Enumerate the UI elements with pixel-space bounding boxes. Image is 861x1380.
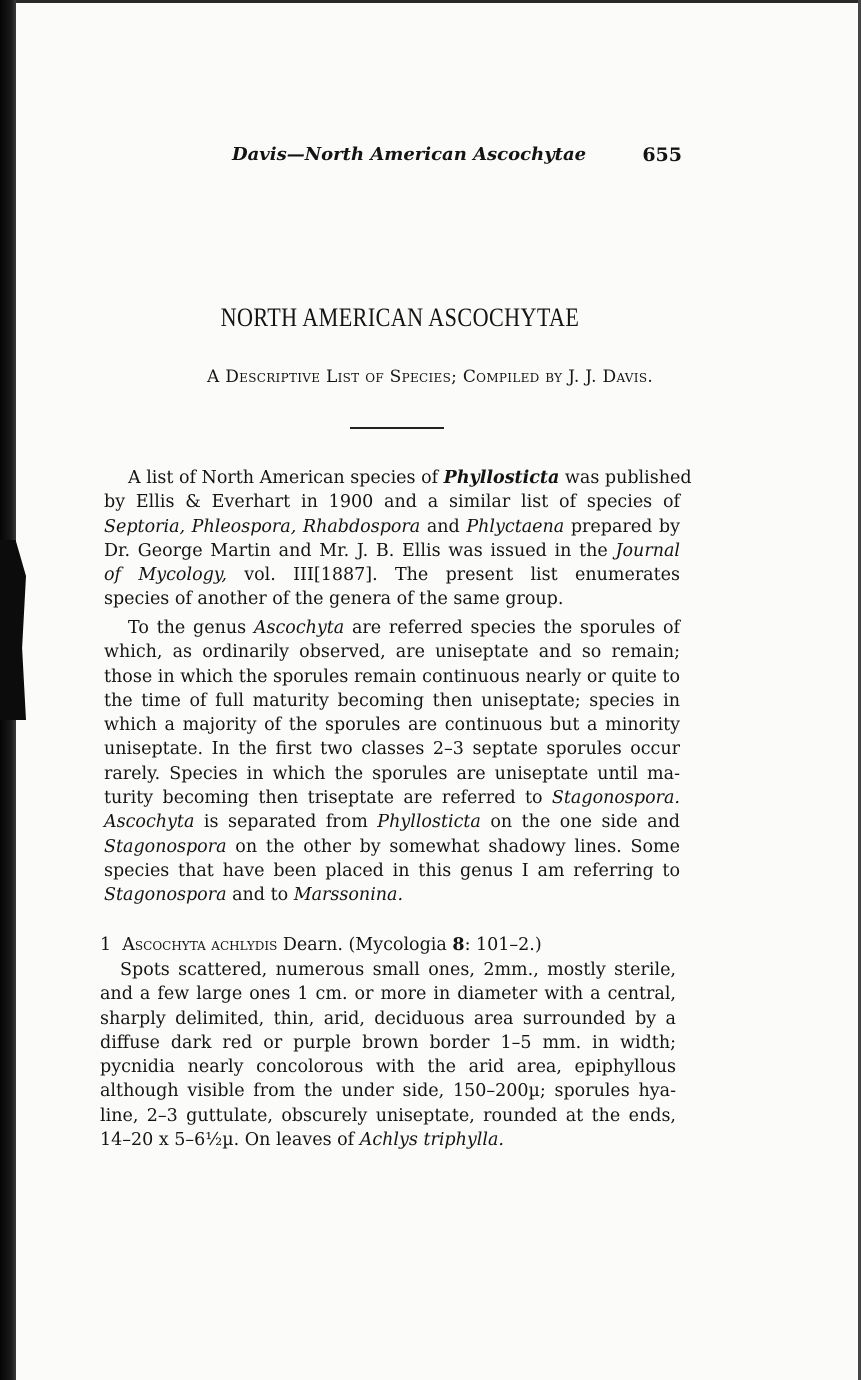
article-title: NORTH AMERICAN ASCOCHYTAE	[220, 303, 580, 332]
species-entry-heading	[100, 933, 676, 957]
text-line: uniseptate. In the first two classes 2–3 septate sporules occur	[104, 739, 680, 760]
paragraph-genus-definition	[104, 616, 680, 908]
text-line: rarely. Species in which the sporules are uniseptate until ma-	[104, 763, 680, 784]
species-name: Ascochyta achlydis	[122, 935, 278, 955]
text-line: Spots scattered, numerous small ones, 2mm., mostly sterile,	[120, 960, 676, 980]
text-line: diffuse dark red or purple brown border 1–5 mm. in width;	[100, 1032, 676, 1053]
text-line: Stagonospora and to Marssonina.	[104, 885, 404, 906]
text-line: turity becoming then triseptate are referred to Stagonospora.	[104, 788, 680, 809]
article-subtitle: A Descriptive List of Species; Compiled by J. J. Davis.	[206, 367, 654, 387]
text-line: species of another of the genera of the same group.	[104, 589, 564, 610]
entry-number: 1	[100, 935, 112, 955]
text-line: although visible from the under side, 150–200µ; sporules hya-	[100, 1081, 676, 1102]
paragraph-intro	[104, 466, 692, 612]
text-line: To the genus Ascochyta are referred species the sporules of	[128, 618, 680, 638]
text-line: and a few large ones 1 cm. or more in diameter with a central,	[100, 984, 676, 1005]
text-line: sharply delimited, thin, arid, deciduous area surrounded by a	[100, 1008, 676, 1029]
scan-edge-notch	[0, 540, 26, 720]
text-line: 14–20 x 5–6½µ. On leaves of Achlys triphylla.	[100, 1130, 504, 1151]
title-rule	[350, 427, 444, 429]
running-head-title: Davis—North American Ascochytae	[232, 144, 587, 165]
text-line: Septoria, Phleospora, Rhabdospora and Phlyctaena prepared by	[104, 516, 680, 537]
text-line: those in which the sporules remain continuous nearly or quite to	[104, 666, 680, 687]
text-line: of Mycology, vol. III[1887]. The present list enumerates	[104, 565, 680, 586]
text-line: Stagonospora on the other by somewhat shadowy lines. Some	[104, 836, 680, 857]
text-line: which a majority of the sporules are continuous but a minority	[104, 715, 680, 736]
running-head	[232, 144, 682, 172]
text-line: by Ellis & Everhart in 1900 and a similar list of species of	[104, 492, 680, 513]
text-line: A list of North American species of Phyllosticta was published	[128, 468, 692, 488]
text-line: line, 2–3 guttulate, obscurely uniseptate, rounded at the ends,	[100, 1105, 676, 1126]
species-entry-description	[100, 958, 676, 1152]
scan-top-edge	[16, 0, 861, 3]
text-line: 1 Ascochyta achlydis Dearn. (Mycologia 8: 101–2.)	[100, 935, 542, 955]
text-line: pycnidia nearly concolorous with the arid area, epiphyllous	[100, 1057, 676, 1078]
text-line: the time of full maturity becoming then uniseptate; species in	[104, 690, 680, 711]
text-line: Dr. George Martin and Mr. J. B. Ellis was issued in the Journal	[104, 540, 680, 561]
text-line: which, as ordinarily observed, are uniseptate and so remain;	[104, 642, 680, 663]
text-line: species that have been placed in this genus I am referring to	[104, 860, 680, 881]
page-number: 655	[642, 144, 682, 166]
text-line: Ascochyta is separated from Phyllosticta on the one side and	[104, 812, 680, 833]
